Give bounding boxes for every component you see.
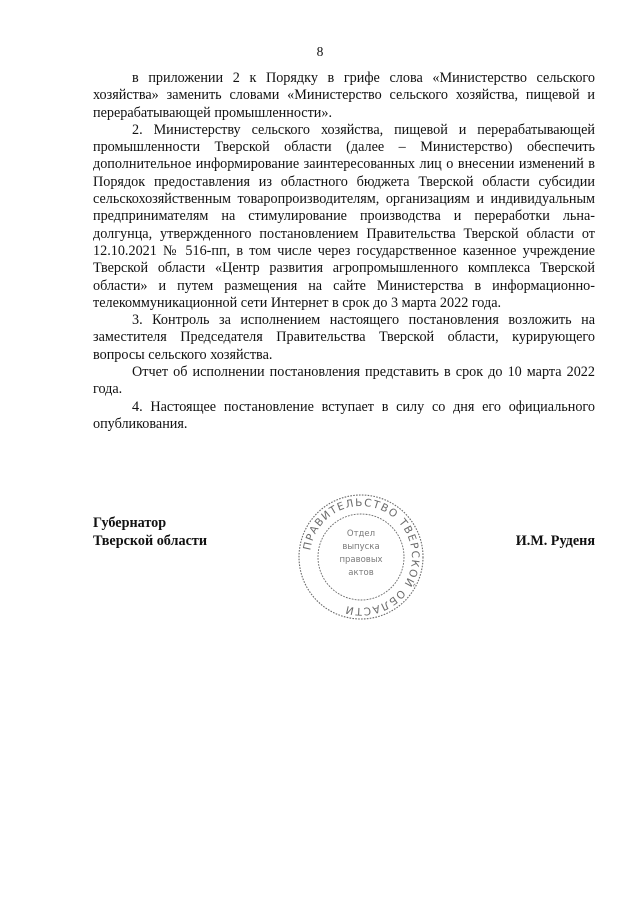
page-number: 8 [316,44,324,59]
stamp-center-line2: выпуска [342,542,380,552]
paragraph-ministry-inform: 2. Министерству сельского хозяйства, пищевой и перерабатывающей промышленности Тверской области (далее – Министерство) обеспечить дополнительное информирование заинтересованных лиц о внесении изменений в Порядок предоставления из областного бюджета Тверской области субсидии сельскохозяйственным товаропроизводителям, организациям и индивидуальным предпринимателям на стимулирование производства и переработки льна-долгунца, утвержденного постановлением Правительства Тверской области от 12.10.2021 № 516-пп, в том числе через государственное казенное учреждение Тверской области «Центр развития агропромышленного комплекса Тверской области» и путем размещения на сайте Министерства в информационно-телекоммуникационной сети Интернет в срок до 3 марта 2022 года. [93,121,595,311]
stamp-center-line3: правовых [339,555,383,565]
signer-name: И.М. Руденя [515,533,595,549]
paragraph-control: 3. Контроль за исполнением настоящего постановления возложить на заместителя Председателя Правительства Тверской области, курирующего вопросы сельского хозяйства. [93,312,595,363]
document-body [93,70,595,433]
signer-title-line2: Тверской области [93,532,208,549]
paragraph-report-deadline: Отчет об исполнении постановления представить в срок до 10 марта 2022 года. [93,364,595,398]
signer-title-line1: Губернатор [93,515,167,531]
stamp-center-line4: актов [348,568,374,578]
paragraph-appendix-change: в приложении 2 к Порядку в грифе слова «Министерство сельского хозяйства» заменить словами «Министерство сельского хозяйства, пищевой и перерабатывающей промышленности». [93,70,595,121]
official-stamp [296,492,426,622]
signer-title [93,515,207,550]
stamp-ring-text: ПРАВИТЕЛЬСТВО ТВЕРСКОЙ ОБЛАСТИ [301,496,422,618]
paragraph-effective-date: 4. Настоящее постановление вступает в силу со дня его официального опубликования. [93,398,595,432]
stamp-center-line1: Отдел [346,529,376,539]
signature-block [93,496,595,625]
